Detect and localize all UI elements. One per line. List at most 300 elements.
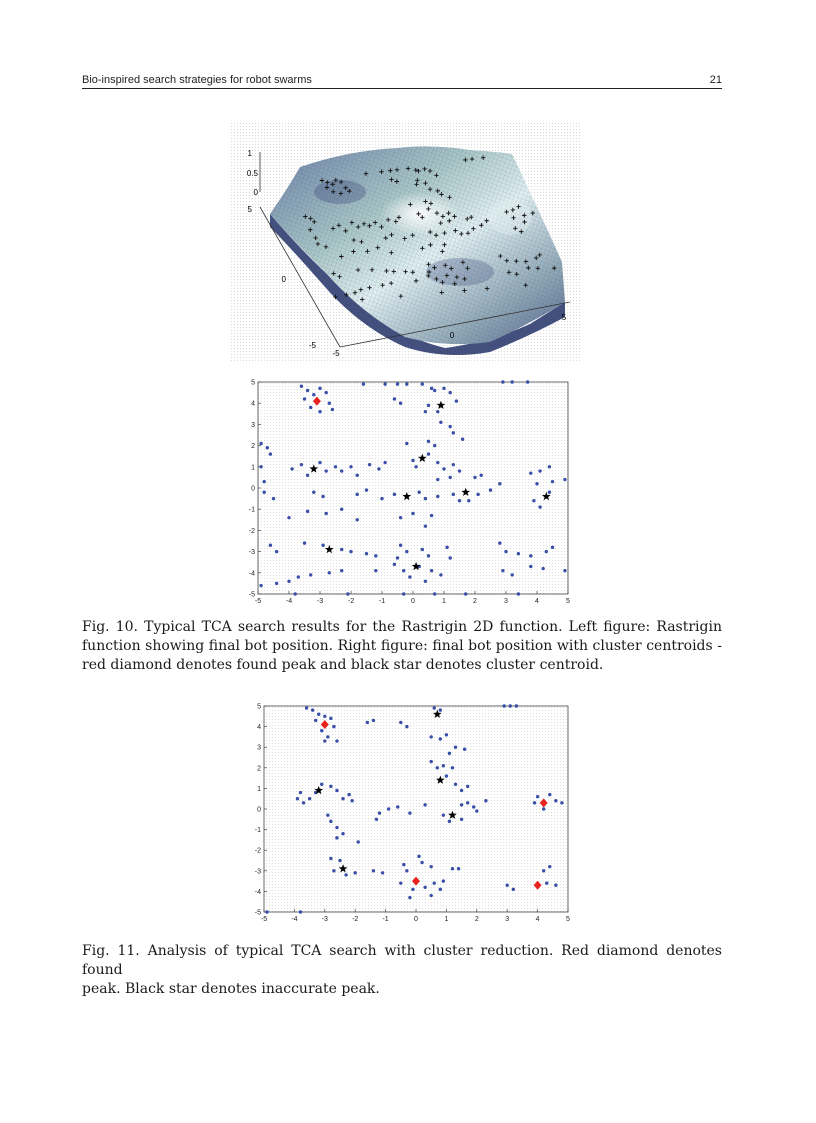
bot-position-point	[436, 461, 439, 464]
bot-position-point	[290, 467, 293, 470]
bot-position-point	[517, 552, 520, 555]
bot-position-point	[433, 444, 436, 447]
y-tick-label: -4	[254, 888, 261, 896]
bot-position-point	[433, 389, 436, 392]
bot-position-point	[515, 704, 518, 707]
bot-position-point	[442, 387, 445, 390]
bot-position-point	[340, 469, 343, 472]
bot-position-point	[439, 708, 442, 711]
bot-position-point	[452, 463, 455, 466]
y-tick-label: 5	[257, 703, 261, 711]
bot-position-point	[480, 474, 483, 477]
bot-position-point	[436, 766, 439, 769]
bot-position-point	[320, 783, 323, 786]
bot-position-point	[476, 493, 479, 496]
bot-position-point	[548, 865, 551, 868]
bot-position-point	[357, 840, 360, 843]
bot-position-point	[436, 495, 439, 498]
y-tick-label: 1	[251, 464, 255, 472]
bot-position-point	[402, 592, 405, 595]
bot-position-point	[311, 708, 314, 711]
bot-position-point	[452, 493, 455, 496]
bot-position-point	[423, 803, 426, 806]
bot-position-point	[472, 805, 475, 808]
bot-position-point	[542, 869, 545, 872]
y-tick-label: -3	[248, 549, 255, 557]
bot-position-point	[297, 575, 300, 578]
bot-position-point	[299, 910, 302, 913]
x-tick-label: -4	[291, 916, 298, 923]
bot-position-point	[399, 721, 402, 724]
bot-position-point	[405, 550, 408, 553]
x-tick-label: 5	[566, 916, 570, 923]
bot-position-point	[498, 541, 501, 544]
bot-position-point	[335, 836, 338, 839]
caption-line: red diamond denotes found peak and black star denotes cluster centroid.	[82, 657, 604, 673]
bot-position-point	[427, 440, 430, 443]
bot-position-point	[399, 516, 402, 519]
bot-position-point	[332, 725, 335, 728]
bot-position-point	[439, 737, 442, 740]
x-tick-label: -2	[352, 916, 359, 923]
bot-position-point	[263, 480, 266, 483]
bot-position-point	[466, 801, 469, 804]
bot-position-point	[259, 584, 262, 587]
bot-position-point	[451, 766, 454, 769]
bot-position-point	[259, 442, 262, 445]
z-tick-label: 0	[253, 188, 258, 197]
x-tick-label: -4	[285, 598, 293, 605]
bot-position-point	[517, 592, 520, 595]
bot-position-point	[265, 910, 268, 913]
bot-position-point	[560, 801, 563, 804]
bot-position-point	[449, 476, 452, 479]
bot-position-point	[445, 774, 448, 777]
bot-position-point	[269, 544, 272, 547]
bot-position-point	[504, 550, 507, 553]
bot-position-point	[439, 888, 442, 891]
bot-position-point	[323, 715, 326, 718]
bot-position-point	[356, 518, 359, 521]
bot-position-point	[326, 813, 329, 816]
x-tick-label: -3	[321, 916, 328, 923]
x-tick-label: 0	[411, 598, 415, 605]
x-tick-label: 2	[474, 916, 479, 923]
bot-position-point	[303, 541, 306, 544]
bot-position-point	[433, 592, 436, 595]
surface-valley	[426, 258, 494, 286]
bot-position-point	[548, 491, 551, 494]
bot-position-point	[563, 569, 566, 572]
bot-position-point	[408, 575, 411, 578]
bot-position-point	[309, 573, 312, 576]
bot-position-point	[427, 404, 430, 407]
caption-line: function showing final bot position. Right figure: final bot position with cluster centroids -	[82, 638, 722, 654]
bot-position-point	[340, 569, 343, 572]
bot-position-point	[545, 881, 548, 884]
bot-position-point	[314, 719, 317, 722]
bot-position-point	[349, 465, 352, 468]
bot-position-point	[374, 569, 377, 572]
bot-position-point	[387, 807, 390, 810]
y-tick-label: 5	[247, 205, 252, 214]
bot-position-point	[467, 499, 470, 502]
y-tick-label: -1	[254, 827, 261, 835]
bot-position-point	[452, 431, 455, 434]
bot-position-point	[475, 809, 478, 812]
bot-position-point	[405, 382, 408, 385]
bot-position-point	[287, 580, 290, 583]
bot-position-point	[538, 469, 541, 472]
bot-position-point	[272, 497, 275, 500]
bot-position-point	[411, 888, 414, 891]
bot-position-point	[399, 544, 402, 547]
bot-position-point	[545, 550, 548, 553]
bot-position-point	[457, 867, 460, 870]
y-tick-label: -4	[248, 570, 255, 578]
bot-position-point	[448, 752, 451, 755]
bot-position-point	[317, 713, 320, 716]
bot-position-point	[464, 592, 467, 595]
bot-position-point	[329, 820, 332, 823]
bot-position-point	[473, 476, 476, 479]
bot-position-point	[439, 573, 442, 576]
bot-position-point	[449, 556, 452, 559]
bot-position-point	[372, 869, 375, 872]
y-tick-label: 0	[281, 275, 286, 284]
x-tick-label: 5	[566, 598, 570, 605]
bot-position-point	[526, 380, 529, 383]
bot-position-point	[321, 495, 324, 498]
y-tick-label: 2	[257, 765, 261, 773]
x-tick-label: -5	[260, 916, 268, 923]
bot-position-point	[448, 820, 451, 823]
y-tick-label: 0	[257, 806, 261, 814]
page-number: 21	[709, 74, 722, 86]
bot-position-point	[430, 735, 433, 738]
bot-position-point	[346, 592, 349, 595]
bot-position-point	[393, 493, 396, 496]
bot-position-point	[303, 397, 306, 400]
bot-position-point	[362, 382, 365, 385]
bot-position-point	[287, 516, 290, 519]
figure-11-caption	[82, 942, 722, 999]
bot-position-point	[424, 497, 427, 500]
bot-position-point	[294, 592, 297, 595]
bot-position-point	[418, 491, 421, 494]
bot-position-point	[411, 512, 414, 515]
bot-position-point	[489, 488, 492, 491]
x-tick-label: 1	[444, 916, 449, 923]
bot-position-point	[466, 785, 469, 788]
bot-position-point	[423, 886, 426, 889]
bot-position-point	[529, 471, 532, 474]
bot-position-point	[378, 811, 381, 814]
bot-position-point	[326, 735, 329, 738]
bot-position-point	[335, 789, 338, 792]
x-tick-label: 4	[535, 598, 539, 605]
x-tick-label: -5	[254, 598, 262, 605]
bot-position-point	[442, 467, 445, 470]
surface-peak-highlight	[488, 199, 532, 235]
header-rule	[82, 88, 722, 89]
bot-position-point	[356, 493, 359, 496]
bot-position-point	[548, 465, 551, 468]
fig11-scatter-plot	[244, 700, 582, 932]
y-tick-label: 3	[251, 421, 255, 429]
bot-position-point	[275, 550, 278, 553]
bot-position-point	[325, 391, 328, 394]
bot-position-point	[424, 580, 427, 583]
y-tick-label: 4	[257, 724, 261, 732]
bot-position-point	[320, 729, 323, 732]
y-tick-label: -5	[254, 909, 261, 917]
bot-position-point	[335, 826, 338, 829]
bot-position-point	[460, 818, 463, 821]
bot-position-point	[442, 879, 445, 882]
bot-position-point	[335, 739, 338, 742]
bot-position-point	[325, 469, 328, 472]
bot-position-point	[321, 544, 324, 547]
bot-position-point	[393, 563, 396, 566]
figure-10-caption	[82, 618, 722, 675]
bot-position-point	[460, 803, 463, 806]
bot-position-point	[463, 748, 466, 751]
bot-position-point	[533, 801, 536, 804]
bot-position-point	[421, 548, 424, 551]
bot-position-point	[318, 387, 321, 390]
bot-position-point	[341, 832, 344, 835]
x-tick-label: 0	[449, 331, 455, 340]
bot-position-point	[334, 465, 337, 468]
bot-position-point	[551, 546, 554, 549]
bot-position-point	[300, 463, 303, 466]
bot-position-point	[366, 721, 369, 724]
bot-position-point	[442, 813, 445, 816]
bot-position-point	[411, 459, 414, 462]
bot-position-point	[341, 797, 344, 800]
bot-position-point	[421, 382, 424, 385]
bot-position-point	[275, 582, 278, 585]
bot-position-point	[344, 873, 347, 876]
bot-position-point	[318, 461, 321, 464]
bot-position-point	[512, 888, 515, 891]
bot-position-point	[306, 474, 309, 477]
bot-position-point	[451, 867, 454, 870]
bot-position-point	[383, 382, 386, 385]
bot-position-point	[433, 881, 436, 884]
bot-position-point	[312, 393, 315, 396]
bot-position-point	[349, 550, 352, 553]
bot-position-point	[329, 857, 332, 860]
x-tick-label: -1	[378, 598, 386, 605]
bot-position-point	[506, 884, 509, 887]
z-tick-label: 1	[247, 149, 252, 158]
bot-position-point	[436, 478, 439, 481]
bot-position-point	[536, 795, 539, 798]
bot-position-point	[430, 865, 433, 868]
bot-position-point	[430, 514, 433, 517]
bot-position-point	[402, 863, 405, 866]
bot-position-point	[402, 569, 405, 572]
bot-position-point	[340, 508, 343, 511]
bot-position-point	[374, 554, 377, 557]
bot-position-point	[354, 871, 357, 874]
y-tick-label: -5	[308, 341, 316, 350]
plot-area	[258, 382, 568, 594]
bot-position-point	[331, 408, 334, 411]
bot-position-point	[405, 442, 408, 445]
y-tick-label: 0	[251, 485, 255, 493]
bot-position-point	[511, 573, 514, 576]
bot-position-point	[542, 567, 545, 570]
bot-position-point	[461, 438, 464, 441]
x-tick-label: 3	[504, 598, 508, 605]
bot-position-point	[511, 380, 514, 383]
bot-position-point	[296, 797, 299, 800]
bot-position-point	[542, 807, 545, 810]
x-tick-label: -3	[316, 598, 324, 605]
bot-position-point	[498, 482, 501, 485]
y-tick-label: -2	[254, 847, 261, 855]
bot-position-point	[408, 811, 411, 814]
bot-position-point	[455, 399, 458, 402]
bot-position-point	[548, 793, 551, 796]
bot-position-point	[299, 791, 302, 794]
bot-position-point	[306, 389, 309, 392]
y-tick-label: 4	[251, 400, 255, 408]
bot-position-point	[551, 480, 554, 483]
bot-position-point	[375, 818, 378, 821]
bot-position-point	[399, 402, 402, 405]
bot-position-point	[347, 793, 350, 796]
x-tick-label: 5	[561, 313, 567, 322]
bot-position-point	[430, 760, 433, 763]
bot-position-point	[356, 474, 359, 477]
bot-position-point	[430, 387, 433, 390]
bot-position-point	[300, 385, 303, 388]
bot-position-point	[442, 764, 445, 767]
bot-position-point	[449, 391, 452, 394]
bot-position-point	[460, 789, 463, 792]
bot-position-point	[396, 805, 399, 808]
bot-position-point	[328, 402, 331, 405]
bot-position-point	[554, 884, 557, 887]
bot-position-point	[329, 785, 332, 788]
y-tick-label: 2	[251, 443, 255, 451]
bot-position-point	[449, 425, 452, 428]
y-tick-label: 5	[251, 379, 255, 387]
bot-position-point	[424, 524, 427, 527]
bot-position-point	[312, 491, 315, 494]
bot-position-point	[396, 556, 399, 559]
bot-position-point	[532, 499, 535, 502]
bot-position-point	[502, 704, 505, 707]
bot-position-point	[377, 467, 380, 470]
bot-position-point	[454, 783, 457, 786]
bot-position-point	[399, 881, 402, 884]
caption-line: Fig. 10. Typical TCA search results for the Rastrigin 2D function. Left figure: Rastrigin	[82, 619, 722, 635]
x-tick-label: 4	[535, 916, 540, 923]
y-tick-label: -1	[248, 506, 255, 514]
bot-position-point	[266, 446, 269, 449]
bot-position-point	[433, 706, 436, 709]
bot-position-point	[309, 406, 312, 409]
x-tick-label: 3	[505, 916, 510, 923]
bot-position-point	[427, 452, 430, 455]
x-tick-label: 1	[442, 598, 446, 605]
surface-valley	[314, 180, 366, 204]
bot-position-point	[306, 510, 309, 513]
caption-line: peak. Black star denotes inaccurate peak.	[82, 981, 380, 997]
bot-position-point	[405, 725, 408, 728]
bot-position-point	[338, 859, 341, 862]
bot-position-point	[305, 706, 308, 709]
bot-position-point	[424, 410, 427, 413]
bot-position-point	[269, 452, 272, 455]
y-tick-label: 3	[257, 744, 261, 752]
rastrigin-surface-plot	[230, 122, 582, 362]
x-tick-label: -1	[382, 916, 389, 923]
bot-position-point	[323, 739, 326, 742]
bot-position-point	[420, 861, 423, 864]
bot-position-point	[396, 382, 399, 385]
z-tick-label: 0.5	[246, 169, 258, 178]
bot-position-point	[430, 569, 433, 572]
bot-position-point	[414, 465, 417, 468]
y-tick-label: -3	[254, 868, 261, 876]
bot-position-point	[535, 482, 538, 485]
bot-position-point	[328, 571, 331, 574]
bot-position-point	[318, 410, 321, 413]
bot-position-point	[563, 478, 566, 481]
y-tick-label: -5	[248, 591, 255, 599]
bot-position-point	[538, 505, 541, 508]
bot-position-point	[554, 799, 557, 802]
bot-position-point	[325, 512, 328, 515]
bot-position-point	[263, 491, 266, 494]
bot-position-point	[439, 421, 442, 424]
bot-position-point	[529, 565, 532, 568]
bot-position-point	[405, 869, 408, 872]
bot-position-point	[368, 463, 371, 466]
bot-position-point	[340, 548, 343, 551]
bot-position-point	[501, 569, 504, 572]
bot-position-point	[484, 799, 487, 802]
bot-position-point	[501, 380, 504, 383]
bot-position-point	[329, 717, 332, 720]
bot-position-point	[302, 801, 305, 804]
bot-position-point	[365, 488, 368, 491]
bot-position-point	[372, 719, 375, 722]
bot-position-point	[381, 871, 384, 874]
running-head-title: Bio-inspired search strategies for robot swarms	[82, 74, 312, 86]
bot-position-point	[308, 797, 311, 800]
bot-position-point	[408, 896, 411, 899]
y-tick-label: 1	[257, 785, 261, 793]
fig10-scatter-plot	[236, 376, 582, 608]
bot-position-point	[259, 465, 262, 468]
bot-position-point	[529, 554, 532, 557]
x-tick-label: -2	[347, 598, 355, 605]
bot-position-point	[430, 894, 433, 897]
bot-position-point	[417, 855, 420, 858]
bot-position-point	[350, 799, 353, 802]
bot-position-point	[445, 733, 448, 736]
bot-position-point	[380, 497, 383, 500]
bot-position-point	[332, 869, 335, 872]
bot-position-point	[454, 746, 457, 749]
